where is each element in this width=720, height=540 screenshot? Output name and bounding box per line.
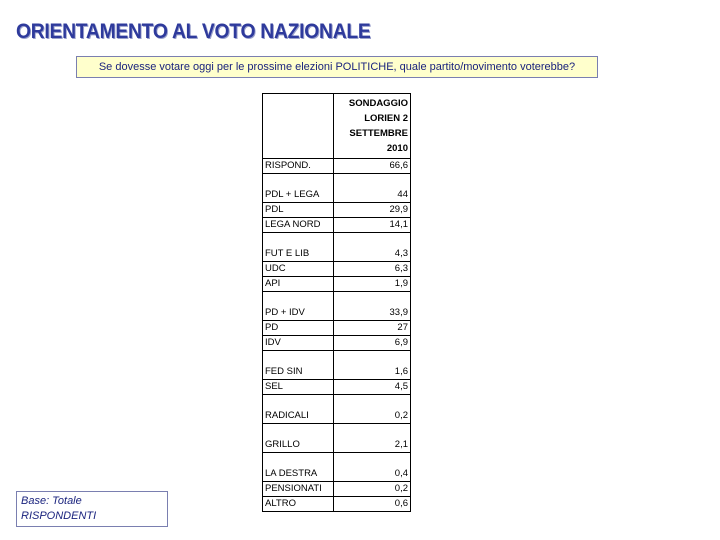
table-row [263,336,411,351]
table-spacer-row [263,453,411,468]
row-value: 0,6 [334,497,411,512]
header-line: 2010 [386,143,408,154]
row-label: PD [263,321,334,336]
row-value: 6,3 [334,262,411,277]
base-line: Base: Totale [21,495,82,507]
header-line: SETTEMBRE [349,128,408,139]
table-spacer-row [263,292,411,307]
header-value-cell [334,94,411,159]
row-value: 0,2 [334,482,411,497]
page-title: ORIENTAMENTO AL VOTO NAZIONALE [16,20,371,43]
row-label: GRILLO [263,438,334,453]
row-value: 33,9 [334,306,411,321]
row-label: ALTRO [263,497,334,512]
row-value [334,395,411,410]
row-label: FED SIN [263,365,334,380]
question-box: Se dovesse votare oggi per le prossime elezioni POLITICHE, quale partito/movimento voterebbe? [76,56,598,78]
table-row [263,218,411,233]
header-line: LORIEN 2 [364,113,408,124]
row-value [334,453,411,468]
table-row [263,188,411,203]
row-label: UDC [263,262,334,277]
row-label: API [263,277,334,292]
row-value: 2,1 [334,438,411,453]
row-label [263,351,334,366]
row-label: LEGA NORD [263,218,334,233]
row-value: 0,2 [334,409,411,424]
table-row [263,306,411,321]
row-label [263,424,334,439]
table-row [263,203,411,218]
row-value [334,351,411,366]
table-row [263,497,411,512]
row-label [263,395,334,410]
base-line: RISPONDENTI [21,510,97,522]
table-spacer-row [263,351,411,366]
row-value: 4,3 [334,247,411,262]
row-label: PDL + LEGA [263,188,334,203]
header-label-cell [263,94,334,159]
table-row [263,409,411,424]
row-label: PD + IDV [263,306,334,321]
row-value: 14,1 [334,218,411,233]
row-value: 0,4 [334,467,411,482]
row-value [334,292,411,307]
row-value: 4,5 [334,380,411,395]
header-line: SONDAGGIO [348,98,408,109]
table-spacer-row [263,424,411,439]
row-value: 29,9 [334,203,411,218]
row-label [263,453,334,468]
row-label [263,292,334,307]
row-label: IDV [263,336,334,351]
row-value: 1,9 [334,277,411,292]
row-label: PENSIONATI [263,482,334,497]
table-row [263,365,411,380]
row-value: 44 [334,188,411,203]
table-row [263,380,411,395]
table-row [263,262,411,277]
row-value: 6,9 [334,336,411,351]
row-label: FUT E LIB [263,247,334,262]
table-row [263,159,411,174]
row-value [334,424,411,439]
table-row [263,482,411,497]
table-row [263,467,411,482]
table-spacer-row [263,233,411,248]
row-label [263,233,334,248]
row-label: RISPOND. [263,159,334,174]
table-row [263,277,411,292]
row-value: 66,6 [334,159,411,174]
row-label: SEL [263,380,334,395]
row-value: 1,6 [334,365,411,380]
poll-table [262,93,411,512]
row-value: 27 [334,321,411,336]
row-label: PDL [263,203,334,218]
table-row [263,321,411,336]
table-row [263,438,411,453]
row-value [334,174,411,189]
base-note [16,491,168,527]
row-label: RADICALI [263,409,334,424]
table-spacer-row [263,174,411,189]
row-value [334,233,411,248]
row-label: LA DESTRA [263,467,334,482]
table-spacer-row [263,395,411,410]
table-header-row [263,94,411,159]
row-label [263,174,334,189]
table-row [263,247,411,262]
